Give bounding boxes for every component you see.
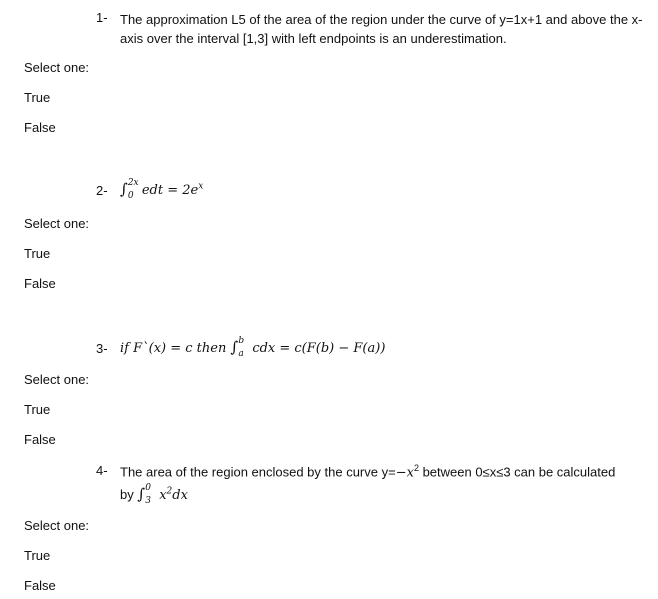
upper-limit: 2x [127, 177, 139, 188]
question-4-option-false[interactable]: False [24, 578, 56, 593]
question-4-line2-prefix: by [120, 487, 134, 502]
prime-mark: ` [142, 341, 149, 356]
question-3-option-false[interactable]: False [24, 432, 56, 447]
formula-mid: (x) = c then [148, 341, 227, 356]
lower-limit: 0 [127, 190, 134, 201]
question-4-formula [137, 482, 188, 506]
question-2-number: 2- [96, 183, 108, 198]
differential: dx [172, 488, 188, 503]
question-1-option-true[interactable]: True [24, 90, 51, 105]
upper-limit: 0 [145, 482, 151, 493]
question-4-text-line1 [120, 463, 615, 480]
exponent: x [198, 181, 204, 192]
upper-limit: b [238, 335, 245, 346]
question-4-option-true[interactable]: True [24, 548, 51, 563]
question-4-text-b: between 0≤x≤3 can be calculated [418, 464, 616, 480]
question-3-select-label: Select one: [24, 372, 90, 387]
question-1-number: 1- [96, 10, 108, 25]
lower-limit: a [238, 348, 244, 359]
exponent: 2 [166, 486, 173, 497]
integrand: edt = 2e [141, 183, 199, 198]
integral-sign: ∫ [120, 180, 128, 198]
question-3-number: 3- [96, 341, 108, 356]
formula-rest: cdx = c(F(b) − F(a)) [252, 341, 386, 356]
question-4-text-line2 [120, 482, 188, 506]
question-3-option-true[interactable]: True [24, 402, 51, 417]
question-2-formula [120, 177, 204, 201]
question-1-text: The approximation L5 of the area of the region under the curve of y=1x+1 and above the x-axis over the interval [1,3] with left endpoints is an underestimation. [120, 12, 643, 46]
question-1-option-false[interactable]: False [24, 120, 56, 135]
lower-limit: 3 [145, 495, 151, 506]
question-3-formula [120, 335, 386, 359]
integrand: x [159, 488, 167, 503]
integral-sign: ∫ [230, 338, 239, 356]
question-4-math-a-exponent: 2 [413, 463, 419, 473]
integral-sign: ∫ [137, 485, 146, 503]
question-4-select-label: Select one: [24, 518, 90, 533]
formula-prefix: if F [120, 341, 143, 356]
integral-limits [145, 482, 159, 506]
question-1-select-label: Select one: [24, 60, 90, 75]
question-4-text-a: The area of the region enclosed by the curve y= [120, 464, 396, 480]
question-2-option-true[interactable]: True [24, 246, 51, 261]
question-2-option-false[interactable]: False [24, 276, 56, 291]
question-4-math-a: −x [395, 465, 414, 481]
question-4-number: 4- [96, 463, 108, 478]
integral-limits [238, 335, 252, 359]
question-2-select-label: Select one: [24, 216, 90, 231]
integral-limits [127, 177, 142, 201]
